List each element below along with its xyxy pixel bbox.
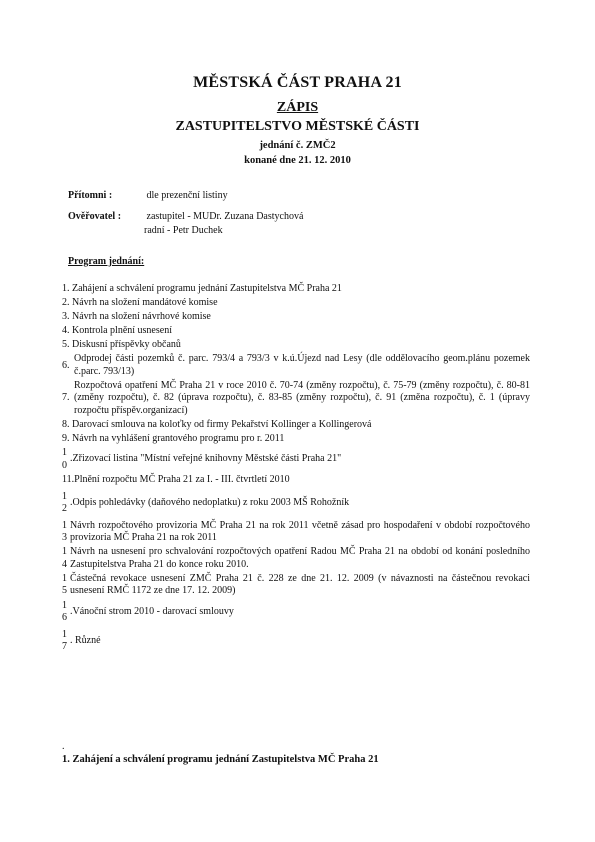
list-item [62,491,530,516]
list-item [62,474,530,487]
meeting-date: konané dne 21. 12. 2010 [244,155,351,166]
item-text: Návrh rozpočtového provizoria MČ Praha 21 na rok 2011 včetně zásad pro hospodaření v období rozpočtového provizoria MČ Praha 21 na rok 2011 [70,519,530,543]
item-number: 9. [62,432,70,444]
item-text: Rozpočtová opatření MČ Praha 21 v roce 2010 č. 70-74 (změny rozpočtu), č. 75-79 (změny rozpočtu), č. 80-81 (změny rozpočtu), č. 82 (úprava rozpočtu), č. 83-85 (změny rozpočtu), č. 91 (změna rozpočtu), č. 1 (úpravy rozpočtu příspěv.organizací) [74,379,530,416]
list-item [62,447,530,472]
item-number: 5. [62,339,70,350]
verifiers-label: Ověřovatel : [68,211,122,222]
list-item [62,283,530,296]
program-heading: Program jednání: [68,256,145,267]
list-item [62,546,530,571]
item-number-digit: 2 [62,503,67,514]
item-text: Darovací smlouva na koloťky od firmy Pekařství Kollinger a Kollingerová [72,418,372,430]
list-item [62,297,530,310]
list-item [62,339,530,352]
item-number: 4. [62,325,70,336]
item-number: 11. [62,474,75,485]
council-name: ZASTUPITELSTVO MĚSTSKÉ ČÁSTI [175,119,420,134]
list-item [62,433,530,446]
item-number: 1. [62,283,70,294]
item-number: 8. [62,418,70,430]
list-item [62,380,530,418]
list-item [62,573,530,598]
section-heading: 1. Zahájení a schválení programu jednání Zastupitelstva MČ Praha 21 [62,754,379,765]
item-number: 3. [62,311,70,322]
item-number-digit: 1 [62,628,67,640]
item-text: Návrh na vyhlášení grantového programu pro r. 2011 [72,432,285,444]
item-number-digit: 1 [62,447,67,458]
item-number-digit: 7 [62,641,67,652]
item-text: Plnění rozpočtu MČ Praha 21 za I. - III. čtvrtletí 2010 [74,474,290,485]
program-list [62,283,530,655]
item-number-digit: 5 [62,585,67,596]
present-label: Přítomni : [68,190,113,201]
verifier-2: radní - Petr Duchek [144,225,223,236]
list-item [62,629,530,654]
item-text: Návrh na usnesení pro schvalování rozpočtových opatření Radou MČ Praha 21 na období od konání posledního Zastupitelstva Praha 21 do konce roku 2010. [70,546,530,570]
item-text: .Zřizovací listina "Místní veřejné knihovny Městské části Praha 21" [70,453,342,464]
stray-dot: . [62,741,65,752]
meeting-number: jednání č. ZMČ2 [259,140,336,151]
item-number-digit: 1 [62,519,67,531]
item-text: Diskusní příspěvky občanů [72,339,181,350]
item-text: Částečná revokace usnesení ZMČ Praha 21 č. 228 ze dne 21. 12. 2009 (v návaznosti na částečnou revokaci usnesení RMČ 1172 ze dne 17. 12. 2009) [70,572,530,596]
item-text: .Vánoční strom 2010 - darovací smlouvy [70,605,234,617]
item-text: Kontrola plnění usnesení [72,325,172,336]
item-text: Návrh na složení mandátové komise [72,297,218,308]
item-number-digit: 1 [62,572,67,584]
item-number-digit: 1 [62,490,67,502]
item-text: Odprodej části pozemků č. parc. 793/4 a 793/3 v k.ú.Újezd nad Lesy (dle oddělovacího geom.plánu pozemek č.parc. 793/13) [74,353,530,377]
document-title: MĚSTSKÁ ČÁST PRAHA 21 [193,74,402,91]
item-number-digit: 1 [62,599,67,611]
list-item [62,311,530,324]
item-number-digit: 1 [62,546,67,557]
item-number: 6. [62,360,70,371]
present-row [68,190,228,203]
list-item [62,325,530,338]
item-text: Návrh na složení návrhové komise [72,311,211,322]
document-subtitle: ZÁPIS [276,100,319,115]
item-text: .Odpis pohledávky (daňového nedoplatku) z roku 2003 MŠ Rohožník [70,496,350,508]
list-item [62,520,530,545]
list-item [62,419,530,432]
item-number-digit: 6 [62,612,67,623]
item-text: . Různé [70,634,101,646]
item-number: 2. [62,297,70,308]
list-item [62,353,530,378]
item-number: 7. [62,391,70,403]
present-value: dle prezenční listiny [146,190,228,201]
list-item [62,600,530,625]
item-text: Zahájení a schválení programu jednání Zastupitelstva MČ Praha 21 [72,283,342,294]
item-number-digit: 3 [62,532,67,543]
verifier-1: zastupitel - MUDr. Zuzana Dastychová [146,211,304,222]
item-number-digit: 0 [62,459,67,471]
item-number-digit: 4 [62,558,67,570]
verifiers-row [68,211,303,224]
